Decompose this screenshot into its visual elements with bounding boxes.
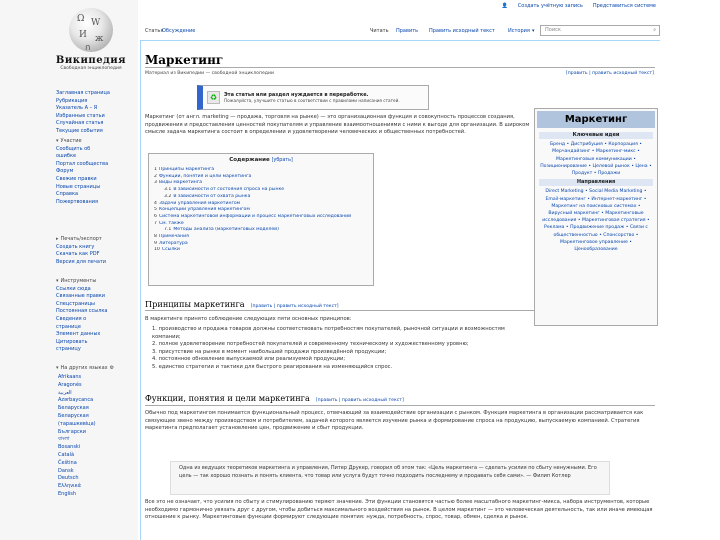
language-link[interactable]: Dansk bbox=[58, 467, 74, 474]
rewrite-notice bbox=[197, 85, 429, 110]
logo[interactable] bbox=[50, 8, 132, 78]
logo-wordmark: Википедия bbox=[55, 55, 127, 66]
toc-item[interactable] bbox=[154, 174, 368, 181]
section-heading-principles: Принципы маркетинга [править | править исходный текст] bbox=[145, 299, 339, 309]
toc-label[interactable]: См. также bbox=[158, 220, 184, 226]
section-divider bbox=[145, 310, 535, 311]
participation-list bbox=[56, 146, 134, 207]
tab-talk[interactable]: Обсуждение bbox=[162, 28, 196, 34]
sidebar-link[interactable]: Спецстраницы bbox=[56, 300, 96, 307]
principles-list bbox=[152, 326, 532, 371]
edit-section-link[interactable]: [править | править исходный текст] bbox=[250, 304, 339, 309]
bottom-paragraph: Все это не означает, что усилия по сбыту и стимулированию теряют значение. Эти функции становятся частью более масштабного маркетинг-микса, набора инструментов, которые необходимо гармонично увязать друг с другом, чтобы добиться максимального воздействия на рынок. В целом маркетинг — это человеческая деятельность, так или иначе имеющая отношение к рынку. Маркетинговые функции формируют следующие понятия: нужда, потребность, спрос, товар, обмен, сделка и рынок. bbox=[145, 499, 653, 520]
languages-header[interactable]: ▾ На других языках ⚙ bbox=[56, 365, 115, 371]
toc-number: 7.1 bbox=[164, 227, 172, 233]
language-link[interactable]: Български bbox=[58, 428, 87, 435]
recycle-icon: ♻ bbox=[207, 91, 220, 104]
toc-item[interactable] bbox=[154, 194, 368, 201]
main-navigation bbox=[56, 90, 134, 136]
notice-text: Пожалуйста, улучшите статью в соответствии с правилами написания статей. bbox=[224, 98, 400, 103]
section-heading-functions: Функции, понятия и цели маркетинга [править | править исходный текст] bbox=[145, 393, 404, 403]
sidebar bbox=[0, 0, 138, 540]
tab-edit-source[interactable]: Править исходный текст bbox=[429, 28, 495, 34]
more-menu-chevron-icon[interactable]: ▾ bbox=[532, 28, 535, 34]
sidebar-link[interactable]: Новые страницы bbox=[56, 183, 101, 190]
toc-number: 5 bbox=[154, 207, 157, 213]
sidebar-link[interactable]: страницу bbox=[56, 346, 81, 353]
toc-number: 6 bbox=[154, 213, 157, 219]
language-link[interactable]: Čeština bbox=[58, 459, 77, 466]
toc-label[interactable]: Функции, понятия и цели маркетинга bbox=[158, 173, 252, 179]
tab-article[interactable]: Статья bbox=[145, 28, 164, 34]
sidebar-link[interactable]: Связанные правки bbox=[56, 293, 106, 300]
toc-number: 10 bbox=[154, 247, 160, 253]
language-link[interactable]: Ελληνικά bbox=[58, 483, 81, 490]
toc-label[interactable]: Виды маркетинга bbox=[158, 180, 203, 186]
participation-header[interactable]: ▾ Участие bbox=[56, 138, 82, 144]
sidebar-link[interactable]: Портал сообщества bbox=[56, 160, 109, 167]
language-link[interactable]: Deutsch bbox=[58, 475, 79, 482]
toc-label[interactable]: Принципы маркетинга bbox=[158, 167, 215, 172]
toc-number: 4 bbox=[154, 200, 157, 206]
language-link[interactable]: Català bbox=[58, 451, 75, 458]
sidebar-link[interactable]: Заглавная страница bbox=[56, 90, 110, 96]
infobox-ideas-links[interactable]: Бренд • Дистрибуция • Корпорация • Мерчандайзинг • Маркетинг-микс • Маркетинговые коммуникации • Позиционирование • Целевой рынок • Цена • Продукт • Продажи bbox=[540, 142, 652, 177]
toc-list bbox=[154, 167, 368, 254]
tools-portal bbox=[56, 278, 134, 354]
sidebar-link[interactable]: Пожертвования bbox=[56, 198, 99, 205]
toc-label[interactable]: В зависимости от состояния спроса на рынке bbox=[173, 187, 285, 193]
participation-portal bbox=[56, 138, 134, 206]
toc-hide-link[interactable]: [убрать] bbox=[271, 158, 293, 163]
toc-label[interactable]: В зависимости от охвата рынка bbox=[173, 193, 251, 199]
toc-item[interactable] bbox=[154, 221, 368, 228]
toc-item[interactable] bbox=[154, 180, 368, 187]
sidebar-link[interactable]: Сведения о bbox=[56, 315, 87, 322]
search-placeholder: Поиск bbox=[545, 27, 561, 33]
edit-section-link[interactable]: [править | править исходный текст] bbox=[566, 71, 654, 76]
language-link[interactable]: English bbox=[58, 490, 77, 497]
page-subtitle: Материал из Википедии — свободной энциклопедии bbox=[145, 71, 274, 76]
infobox-section-ideas: Ключевые идеи bbox=[539, 132, 653, 139]
notice-title: Эта статья или раздел нуждается в переработке. bbox=[224, 92, 369, 98]
sidebar-link[interactable]: Избранные статьи bbox=[56, 112, 105, 119]
toc-item[interactable] bbox=[154, 241, 368, 248]
infobox bbox=[534, 108, 658, 326]
toc-number: 1 bbox=[154, 167, 157, 172]
toc-item[interactable] bbox=[154, 201, 368, 208]
infobox-section-directions: Направления bbox=[539, 179, 653, 186]
print-portal bbox=[56, 236, 134, 266]
search-icon[interactable]: ⌕ bbox=[653, 27, 656, 33]
language-link[interactable]: Bosanski bbox=[58, 444, 81, 451]
language-link[interactable]: বাংলা bbox=[58, 436, 70, 443]
section-divider bbox=[145, 405, 655, 406]
toc-label[interactable]: Концепции управления маркетингом bbox=[158, 207, 250, 213]
sidebar-link[interactable]: Постоянная ссылка bbox=[56, 308, 108, 315]
print-list bbox=[56, 244, 134, 267]
table-of-contents bbox=[148, 153, 374, 286]
sidebar-link[interactable]: Создать книгу bbox=[56, 243, 95, 250]
tools-list bbox=[56, 286, 134, 354]
sidebar-link[interactable]: Ссылки сюда bbox=[56, 285, 91, 292]
expand-triangle-icon: ▾ bbox=[56, 278, 59, 284]
infobox-directions-links[interactable]: Direct Marketing • Social Media Marketing • Email-маркетинг • Интернет-маркетинг • Маркетинг на поисковых системах • Вирусный маркетинг • Маркетинговые исследования • Маркетинговая стратегия • Реклама • Продвижение продаж • Связи с общественностью • Спонсорство • Маркетинговое управление • Ценообразование bbox=[542, 189, 650, 253]
sidebar-link[interactable]: Скачать как PDF bbox=[56, 251, 100, 258]
toc-number: 3.2 bbox=[164, 193, 172, 199]
toc-item[interactable] bbox=[154, 167, 368, 174]
list-item: 3. присутствие на рынке в момент наибольшей продажи произведённой продукции; bbox=[152, 348, 387, 355]
toc-number: 7 bbox=[154, 220, 157, 226]
title-divider bbox=[145, 67, 655, 68]
sidebar-link[interactable]: Версия для печати bbox=[56, 258, 107, 265]
toc-item[interactable] bbox=[154, 214, 368, 221]
list-item: 5. единство стратегии и тактики для быстрого реагирования на изменяющийся спрос. bbox=[152, 363, 393, 370]
quote-box: Одна из ведущих теоретиков маркетинга и управления, Питер Друкер, говорил об этом так: «Цель маркетинга — сделать усилия по сбыту ненужными. Его цель — так хорошо познать и понять клиента, что товар или услуга будут точно подходить последнему и продавать себя сами». — Филип Котлер bbox=[170, 461, 610, 495]
expand-triangle-icon: ▾ bbox=[56, 138, 59, 144]
language-link[interactable]: العربية bbox=[58, 389, 72, 396]
list-item: 4. постоянное обновление выпускаемой или реализуемой продукции; bbox=[152, 356, 346, 362]
toc-number: 3.1 bbox=[164, 187, 172, 193]
sidebar-link[interactable]: Цитировать bbox=[56, 338, 88, 345]
toc-number: 9 bbox=[154, 240, 157, 246]
languages-portal bbox=[56, 365, 134, 373]
toc-label[interactable]: Литература bbox=[158, 240, 188, 246]
toc-item[interactable] bbox=[154, 247, 368, 254]
user-icon: 👤 bbox=[501, 3, 508, 9]
intro-paragraph: Маркетинг (от англ. marketing — продажа, торговля на рынке) — это организационная функция и совокупность процессов создания, продвижения и предоставления ценностей покупателям и управление взаимоотношениями с ними к выгоде для организации. В широком смысле задача маркетинга состоит в определении и удовлетворении человеческих и общественных потребностей. bbox=[145, 114, 530, 135]
toc-item[interactable] bbox=[154, 234, 368, 241]
sidebar-link[interactable]: Элемент данных bbox=[56, 331, 101, 338]
toc-label[interactable]: Методы анализа (маркетинговых моделей) bbox=[173, 227, 279, 233]
language-link[interactable]: Afrikaans bbox=[58, 374, 82, 380]
toc-item[interactable] bbox=[154, 207, 368, 214]
page-title: Маркетинг bbox=[145, 53, 224, 67]
list-item: 1. производство и продажа товаров должны соответствовать потребностям покупателей, рыночной ситуации и возможностям компании; bbox=[152, 326, 505, 340]
toc-number: 2 bbox=[154, 173, 157, 179]
print-header[interactable]: ▸ Печать/экспорт bbox=[56, 236, 102, 242]
toc-item[interactable] bbox=[154, 227, 368, 234]
toc-label[interactable]: Ссылки bbox=[161, 247, 180, 253]
search-input[interactable] bbox=[540, 25, 660, 36]
toc-label[interactable]: Задачи управления маркетингом bbox=[158, 200, 241, 206]
create-account-link[interactable]: Создать учётную запись bbox=[517, 3, 583, 9]
language-link[interactable]: Беларуская bbox=[58, 405, 89, 412]
language-link[interactable]: Aragonés bbox=[58, 381, 82, 388]
toc-label[interactable]: Система маркетинговой информации и процесс маркетинговых исследований bbox=[158, 213, 352, 219]
expand-triangle-icon: ▸ bbox=[56, 236, 59, 242]
language-list bbox=[58, 374, 136, 499]
toc-title: Содержание bbox=[229, 157, 270, 163]
logo-tagline: Свободная энциклопедия bbox=[60, 66, 122, 71]
sidebar-link[interactable]: странице bbox=[56, 323, 81, 330]
tab-edit[interactable]: Править bbox=[396, 28, 419, 34]
wikipedia-globe-icon: Ω W И ж ก bbox=[69, 8, 113, 52]
toc-label[interactable]: Примечания bbox=[158, 234, 189, 240]
toc-item[interactable] bbox=[154, 187, 368, 194]
personal-tools bbox=[502, 3, 656, 9]
toc-number: 8 bbox=[154, 234, 157, 240]
list-item: 2. полное удовлетворение потребностей покупателей и современному техническому и художественному уровню; bbox=[152, 341, 469, 347]
language-link[interactable]: Беларуская bbox=[58, 412, 89, 419]
sidebar-link[interactable]: ошибке bbox=[56, 153, 77, 160]
expand-triangle-icon: ▾ bbox=[56, 365, 59, 371]
sidebar-link[interactable]: Справка bbox=[56, 191, 79, 198]
tab-read[interactable]: Читать bbox=[370, 28, 389, 34]
tab-history[interactable]: История bbox=[508, 28, 530, 34]
sidebar-link[interactable]: Форум bbox=[56, 168, 74, 175]
gear-icon[interactable]: ⚙ bbox=[109, 365, 115, 371]
infobox-title: Маркетинг bbox=[537, 111, 655, 128]
sidebar-link[interactable]: Свежие правки bbox=[56, 175, 97, 182]
language-link[interactable]: Azərbaycanca bbox=[58, 397, 94, 404]
sidebar-link[interactable]: Текущие события bbox=[56, 127, 103, 134]
sidebar-link[interactable]: Указатель А – Я bbox=[56, 105, 98, 112]
edit-section-link[interactable]: [править | править исходный текст] bbox=[315, 398, 404, 403]
sidebar-link[interactable]: Рубрикация bbox=[56, 97, 88, 104]
principles-lead: В маркетинге принято соблюдение следующих пяти основных принципов: bbox=[145, 316, 352, 322]
login-link[interactable]: Представиться системе bbox=[592, 3, 656, 9]
sidebar-link[interactable]: Случайная статья bbox=[56, 120, 104, 127]
sidebar-link[interactable]: Сообщить об bbox=[56, 145, 91, 152]
tools-header[interactable]: ▾ Инструменты bbox=[56, 278, 97, 284]
functions-paragraph: Обычно под маркетингом понимается функциональный процесс, отвечающий за взаимодействие организации с рынком. Функция маркетинга в организации рассматривается как связующее звено между производством и потребителем, задачей которого является изучение рынка и формирование спроса на продукцию, выпускаемую компанией. Стратегия маркетинга предполагает установление цен, продвижение и сбыт продукции. bbox=[145, 410, 644, 431]
toc-number: 3 bbox=[154, 180, 157, 186]
language-link[interactable]: (тарашкевіца) bbox=[58, 420, 96, 427]
